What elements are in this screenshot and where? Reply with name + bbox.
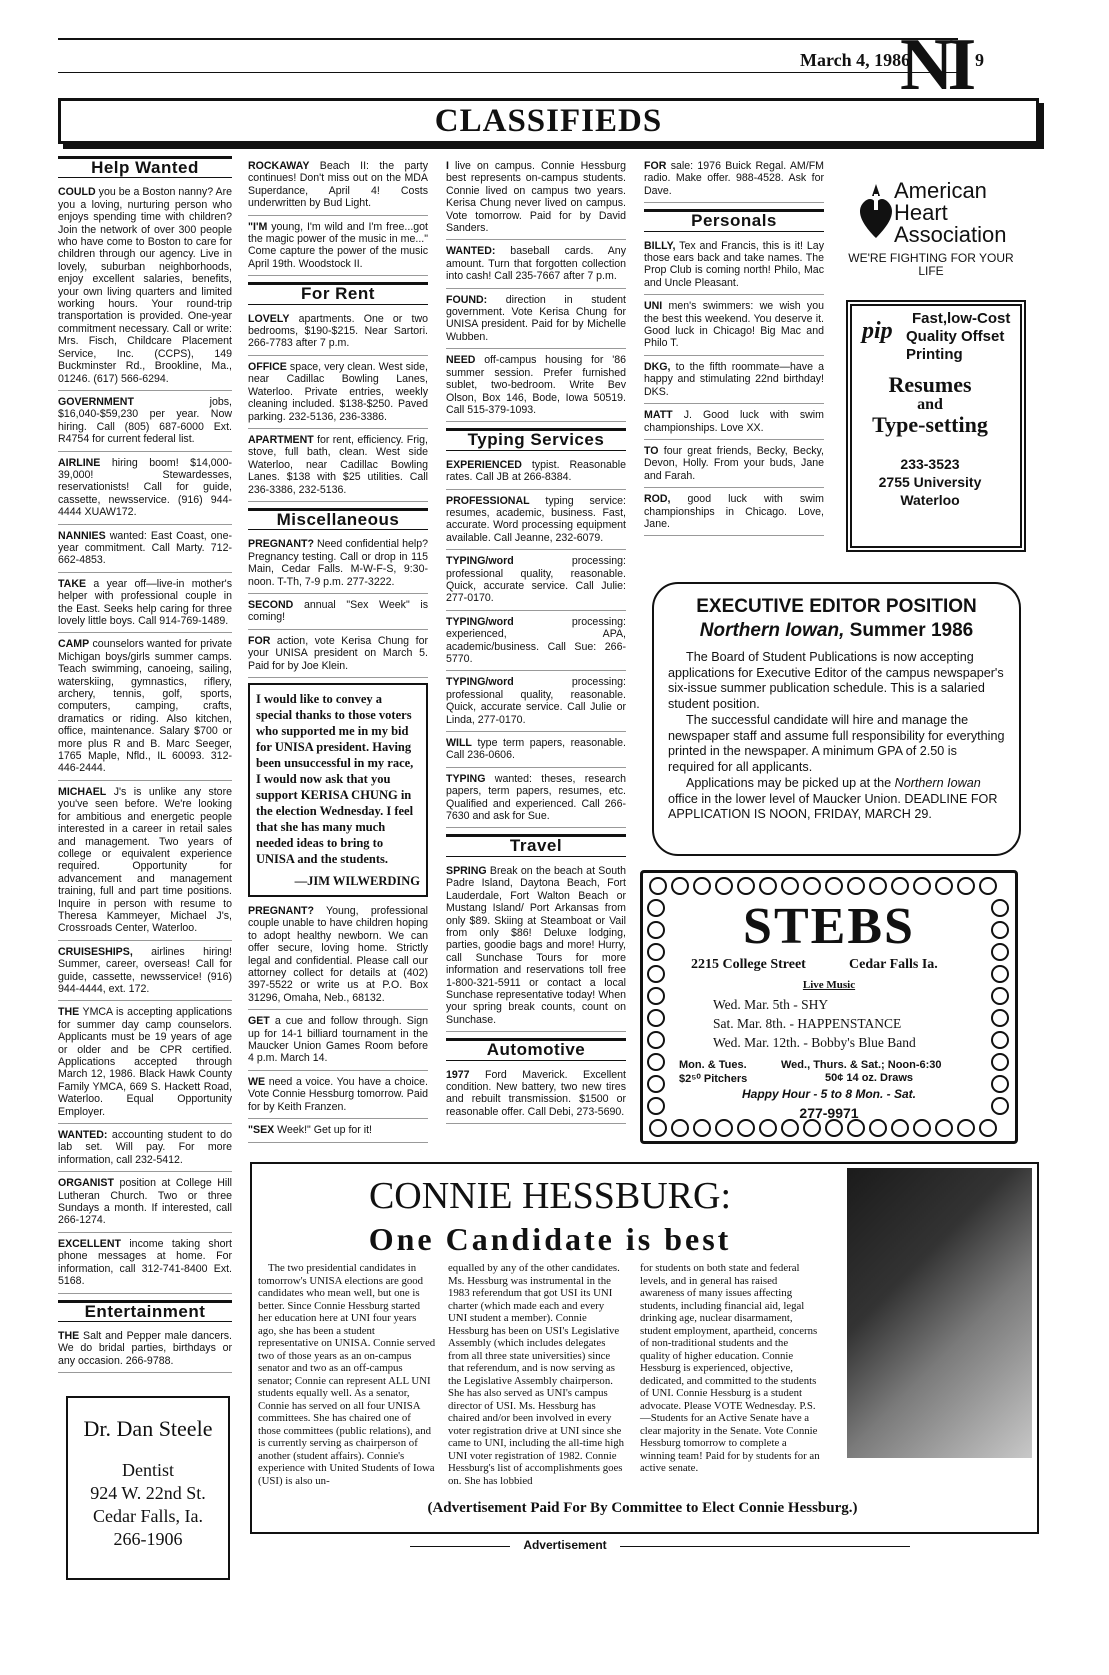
marquee-bulb	[991, 965, 1009, 983]
ad-text: four great friends, Becky, Becky, Devon, Holly. From your buds, Jane and Farah.	[644, 444, 824, 482]
marquee-bulb	[715, 877, 733, 895]
classified-ad	[644, 445, 824, 488]
marquee-bulb	[847, 877, 865, 895]
personals-list	[644, 240, 824, 537]
marquee-bulb	[825, 877, 843, 895]
ad-lead: UNI	[644, 300, 663, 313]
column-rent-misc	[248, 160, 428, 1148]
marquee-bulb	[991, 1075, 1009, 1093]
marquee-bulb	[647, 1075, 665, 1093]
heart-association-ad	[846, 172, 1016, 282]
classified-ad	[58, 638, 232, 780]
ad-lead: TYPING/word	[446, 676, 514, 689]
top-ads-list	[446, 160, 626, 422]
ad-lead: GET	[248, 1015, 270, 1028]
classified-ad	[58, 1238, 232, 1294]
pip-line3: Printing	[906, 346, 963, 363]
marquee-bulb	[647, 987, 665, 1005]
marquee-bulb	[647, 1053, 665, 1071]
connie-col1: The two presidential candidates in tomorrow's UNISA elections are good candidates who mean well, but one is better. Since Connie Hessburg started her education here at UNI four years ago, she has been a student representative on UNISA. Connie served two of those years as an on-campus senator and two as an off-campus senator; Connie can represent ALL UNI students equally well. As a senator, Connie has served on all four UNISA committees. She has chaired one of those committees (public relations), and is currently serving as chairperson of another (student affairs). Connie's experience with United Students of Iowa (USI) is also un-	[258, 1262, 436, 1487]
marquee-bulb	[891, 1119, 909, 1137]
dentist-phone: 266-1906	[113, 1529, 183, 1549]
ad-text: counselors wanted for private Michigan boys/girls summer camps. Teach swimming, canoeing, sailing, waterskiing, gymnastics, riflery, archery, tennis, golf, sports, computers, camping, crafts, dramatics or riding. Also kitchen, office, maintenance. Salary $700 or more plus R and B. Marc Seeger, 1765 Maple, Nfld., IL 60093. 312-446-2444.	[58, 638, 232, 775]
connie-col3: for students on both state and federal levels, and in general has raised awareness of many issues affecting students, including financial aid, legal drinking age, nuclear disarmament, student employment, apartheid, concerns of non-traditional students and the quality of higher education. Connie Hessburg is experienced, objective, dedicated, and committed to the students of UNI. Connie Hessburg is a student advocate. Please VOTE Wednesday. P.S.—Students for an Active Senate have a clear majority in the Senate. Vote Connie Hessburg tomorrow to complete a winning team! Paid for by students for an active senate.	[640, 1262, 820, 1474]
classified-ad	[58, 578, 232, 634]
classified-ad	[248, 313, 428, 356]
ad-lead: BILLY,	[644, 239, 676, 252]
marquee-bulb	[647, 943, 665, 961]
classified-ad	[248, 1076, 428, 1119]
section-automotive: Automotive	[446, 1038, 626, 1060]
marquee-bulb	[647, 1097, 665, 1115]
entertainment-list	[58, 1330, 232, 1373]
classified-ad	[446, 160, 626, 240]
classified-ad	[248, 905, 428, 1010]
ad-text: Beach II: the party continues! Don't miss out on the MDA Superdance, April 4! Costs underwritten by Bud Light.	[248, 160, 428, 210]
ad-lead: OFFICE	[248, 360, 287, 373]
ad-lead: NANNIES	[58, 529, 106, 542]
marquee-bulb	[737, 1119, 755, 1137]
marquee-bulb	[649, 877, 667, 895]
travel-list	[446, 865, 626, 1032]
marquee-bulb	[847, 1119, 865, 1137]
marquee-bulb	[759, 877, 777, 895]
marquee-bulb	[647, 965, 665, 983]
ad-lead: NEED	[446, 354, 476, 367]
stebs-address: 2215 College Street	[691, 957, 806, 972]
connie-subheadline: One Candidate is best	[368, 1221, 732, 1257]
candidate-photo	[847, 1168, 1032, 1458]
classified-ad	[248, 599, 428, 630]
ad-lead: MATT	[644, 409, 673, 422]
stebs-phone: 277-9971	[799, 1105, 859, 1121]
dentist-city: Cedar Falls, Ia.	[93, 1506, 203, 1526]
classified-ad	[58, 457, 232, 525]
classified-ad	[58, 1006, 232, 1124]
marquee-bulb	[671, 1119, 689, 1137]
stebs-pitchers: $2⁵⁰ Pitchers	[679, 1073, 748, 1085]
newspaper-logo: NI	[900, 24, 971, 106]
ad-lead: EXCELLENT	[58, 1237, 121, 1250]
classified-ad	[58, 1177, 232, 1233]
dentist-name: Dr. Dan Steele	[83, 1416, 213, 1441]
ad-lead: "SEX	[248, 1124, 275, 1137]
stebs-show-list	[713, 995, 916, 1052]
classified-ad	[248, 538, 428, 594]
ad-text: men's swimmers: we wish you the best this weekend. You deserve it. Good luck in Chicago! Big Mac and Philo T.	[644, 300, 824, 350]
classified-ad	[446, 459, 626, 490]
marquee-bulb	[803, 877, 821, 895]
dentist-address: 924 W. 22nd St.	[90, 1483, 206, 1503]
ad-text: space, very clean. West side, near Cadillac Bowling Lanes, Waterloo. Private entries, weekly cleaning included. $138-$250. Paved parking. 232-5136, 236-3386.	[248, 360, 428, 423]
marquee-bulb	[991, 1097, 1009, 1115]
marquee-bulb	[991, 1031, 1009, 1049]
ad-text: baseball cards. Any amount. Turn that forgotten collection into cash! Call 235-7667 after 7 p.m.	[446, 245, 626, 283]
marquee-bulb	[935, 1119, 953, 1137]
classified-ad	[248, 361, 428, 429]
ad-lead: FOR	[248, 634, 271, 647]
classified-ad	[446, 737, 626, 768]
pip-logo: pip	[862, 318, 893, 344]
marquee-bulb	[647, 899, 665, 917]
marquee-bulb	[781, 1119, 799, 1137]
stebs-ad	[640, 870, 1018, 1144]
top-ads-list	[248, 160, 428, 276]
classified-ad	[248, 635, 428, 678]
ad-text: direction in student government. Vote Kerisa Chung for UNISA president. Paid for by Michelle Wubben.	[446, 293, 626, 343]
section-travel: Travel	[446, 834, 626, 856]
classified-ad	[58, 946, 232, 1002]
help-wanted-list	[58, 186, 232, 1293]
ad-text: Break on the beach at South Padre Island, Daytona Beach, Fort Lauderdale, Fort Walton Beach or Mustang Island/ Port Arkansas from only $89. Skiing at Steamboat or Vail from only $86! Deluxe lodging, parties, goodie bags and more! Hurry, call Sunchase Tours for more information and reservations toll free 1-800-321-5911 or contact a local Sunchase representative today! When your spring break counts, count on Sunchase.	[446, 864, 626, 1026]
classifieds-banner	[58, 98, 1039, 144]
advertisement-label: Advertisement	[510, 1538, 620, 1552]
aha-line1: American	[894, 178, 987, 203]
wilwerding-text: I would like to convey a special thanks to those voters who supported me in my bid for UNISA president. Having been unsuccessful in my race, I would now ask that you support KERISA CHUNG in the election Wednesday. I feel that she has many much needed ideas to bring to UNISA and the students.	[256, 692, 414, 866]
ad-lead: WE	[248, 1075, 266, 1088]
misc-list-2	[248, 905, 428, 1143]
ad-text: Salt and Pepper male dancers. We do bridal parties, birthdays or any occasion. 266-9788.	[58, 1329, 232, 1367]
editor-p3	[668, 776, 1006, 823]
marquee-bulb	[957, 1119, 975, 1137]
stebs-mon: Mon. & Tues.	[679, 1059, 747, 1071]
stebs-name: STEBS	[743, 898, 915, 955]
marquee-bulb	[979, 877, 997, 895]
classified-ad	[644, 493, 824, 536]
marquee-bulb	[991, 943, 1009, 961]
pip-phone: 233-3523	[900, 456, 960, 472]
editor-term: Summer 1986	[844, 620, 974, 641]
marquee-bulb	[957, 877, 975, 895]
ad-lead: APARTMENT	[248, 433, 314, 446]
stebs-show: Sat. Mar. 8th. - HAPPENSTANCE	[713, 1016, 902, 1031]
marquee-bulb	[781, 877, 799, 895]
column-personals	[644, 160, 824, 541]
misc-list	[248, 538, 428, 678]
marquee-bulb	[869, 877, 887, 895]
ad-text: processing: professional quality, reasonable. Quick, accurate service. Call Julie: 277-0170.	[446, 555, 626, 605]
aha-tagline: WE'RE FIGHTING FOR YOUR LIFE	[848, 251, 1014, 278]
classified-ad	[644, 361, 824, 404]
classified-ad	[446, 773, 626, 829]
classified-ad	[644, 240, 824, 296]
classified-ad	[58, 786, 232, 941]
ad-lead: SECOND	[248, 598, 294, 611]
editor-p2: The successful candidate will hire and manage the newspaper staff and assume full responsibility for everything printed in the newspaper. A minimum GPA of 2.50 is required for all applicants.	[668, 713, 1005, 774]
dentist-title: Dentist	[122, 1460, 174, 1480]
classified-ad	[58, 186, 232, 391]
marquee-bulb	[891, 877, 909, 895]
ad-lead: LOVELY	[248, 312, 290, 325]
ad-text: accounting student to do lab set. Will pay. For more information, call 232-5412.	[58, 1129, 232, 1166]
editor-p3-a: Applications may be picked up at the	[686, 776, 895, 790]
ad-lead: TYPING/word	[446, 555, 514, 568]
marquee-bulb	[649, 1119, 667, 1137]
stebs-show: Wed. Mar. 5th - SHY	[713, 997, 829, 1012]
ad-lead: MICHAEL	[58, 785, 107, 798]
stebs-wed: Wed., Thurs. & Sat.; Noon-6:30	[781, 1059, 942, 1071]
classified-ad	[644, 300, 824, 356]
wilwerding-signature: —JIM WILWERDING	[294, 874, 420, 888]
classified-ad	[58, 530, 232, 573]
classified-ad	[644, 409, 824, 440]
ad-lead: I	[446, 160, 449, 172]
marquee-bulb	[693, 877, 711, 895]
connie-headline: CONNIE HESSBURG:	[368, 1175, 732, 1217]
section-typing: Typing Services	[446, 428, 626, 450]
marquee-bulb	[991, 921, 1009, 939]
pip-city: Waterloo	[900, 492, 960, 508]
connie-col2: equalled by any of the other candidates. Ms. Hessburg was instrumental in the 1983 referendum that got USI its UNI charter (which made each and every UNI student a member). Connie Hessburg has been on USI's Legislative Assembly (which includes delegates from all three state universities) since that referendum, and is now serving as the Legislative Assembly chairperson. She has also served as UNI's campus director of USI. Ms. Hessburg has chaired and/or been involved in every voter registration drive at UNI since she came to UNI, including the all-time high UNI voter registration of 1982. Connie Hessburg's list of accomplishments goes on. She has lobbied	[448, 1262, 625, 1487]
ad-text: J. Good luck with swim championships. Love XX.	[644, 409, 824, 434]
marquee-bulb	[991, 899, 1009, 917]
ad-lead: PREGNANT?	[248, 905, 314, 917]
typing-list	[446, 459, 626, 829]
section-entertainment: Entertainment	[58, 1300, 232, 1322]
stebs-draws: 50¢ 14 oz. Draws	[825, 1072, 914, 1084]
classified-ad	[446, 354, 626, 422]
ad-text: airlines hiring! Summer, career, overseas! Call for guide, cassette, newsservice! (916) 944-4444, ext. 172.	[58, 945, 232, 995]
marquee-bulb	[759, 1119, 777, 1137]
classified-ad	[248, 434, 428, 502]
ad-text: wanted: theses, research papers, term papers, resumes, etc. Qualified and experienced. Call 266-7630 and ask for Sue.	[446, 772, 626, 823]
marquee-bulb	[869, 1119, 887, 1137]
ad-text: wanted: East Coast, one-year commitment. Call Marty. 712-662-4853.	[58, 529, 232, 567]
connie-paid-line: (Advertisement Paid For By Committee to Elect Connie Hessburg.)	[427, 1500, 858, 1516]
pip-line1: Fast,low-Cost	[912, 310, 1011, 327]
ad-lead: ROCKAWAY	[248, 160, 310, 172]
classified-ad	[248, 160, 428, 216]
ad-lead: FOUND:	[446, 293, 488, 306]
marquee-bulb	[979, 1119, 997, 1137]
classified-ad	[446, 294, 626, 350]
section-help-wanted: Help Wanted	[58, 156, 232, 178]
marquee-bulb	[825, 1119, 843, 1137]
ad-text: Ford Maverick. Excellent condition. New battery, two new tires and rebuilt transmission. $1500 or reasonable offer. Call Debi, 273-5690.	[446, 1068, 626, 1118]
classified-ad	[446, 865, 626, 1032]
heart-torch-icon	[856, 180, 896, 240]
classified-ad	[58, 1330, 232, 1373]
dentist-ad	[66, 1396, 230, 1580]
ad-text: to the fifth roommate—have a happy and stimulating 22nd birthday! DKS.	[644, 360, 824, 398]
marquee-bulb	[693, 1119, 711, 1137]
editor-p3-c: office in the lower level of Maucker Union. DEADLINE FOR APPLICATION IS NOON, FRIDAY, MARCH 29.	[668, 791, 998, 822]
ad-text: Week!" Get up for it!	[274, 1124, 373, 1137]
ad-lead: PREGNANT?	[248, 538, 314, 551]
ad-lead: EXPERIENCED	[446, 458, 522, 471]
marquee-bulb	[991, 987, 1009, 1005]
ad-lead: TAKE	[58, 577, 87, 590]
ad-lead: TO	[644, 444, 659, 457]
automotive-list	[446, 1069, 626, 1125]
ad-lead: TYPING	[446, 772, 486, 785]
ad-text: hiring boom! $14,000-39,000! Stewardesses, reservationists! Call for guide, cassette, newsservice. (916) 944-4444 XUAW172.	[58, 456, 232, 519]
ad-lead: "I'M	[248, 220, 268, 233]
editor-p1: The Board of Student Publications is now accepting applications for Executive Editor of the campus newspaper's six-issue summer publication schedule. This is a salaried student position.	[668, 650, 1004, 711]
ad-text: typist. Reasonable rates. Call JB at 266-8384.	[446, 458, 626, 484]
marquee-bulb	[935, 877, 953, 895]
marquee-bulb	[913, 1119, 931, 1137]
ad-lead: THE	[58, 1006, 80, 1019]
marquee-bulb	[803, 1119, 821, 1137]
pip-resumes: Resumes	[888, 372, 972, 397]
stebs-show: Wed. Mar. 12th. - Bobby's Blue Band	[713, 1035, 916, 1050]
ad-lead: ROD,	[644, 493, 671, 506]
section-personals: Personals	[644, 209, 824, 231]
ad-text: YMCA is accepting applications for summer day camp counselors. Applicants must be 19 years of age or older and be CPR certified. Applications accepted through March 12, 1986. Black Hawk County Family YMCA, 669 S. Hackett Road, Waterloo. Equal Opportunity Employer.	[58, 1006, 232, 1118]
section-for-rent: For Rent	[248, 282, 428, 304]
issue-date: March 4, 1986	[800, 50, 911, 70]
ad-text: for rent, efficiency. Frig, stove, full bath, clean. West side Waterloo, near Cadillac Bowling Lanes. $138 with $25 utilities. Call 236-3386, 232-5136.	[248, 433, 428, 496]
banner-title: CLASSIFIEDS	[434, 103, 663, 139]
aha-line2: Heart	[894, 200, 948, 225]
marquee-bulb	[913, 877, 931, 895]
classified-ad	[58, 1129, 232, 1172]
ad-lead: CAMP	[58, 638, 90, 651]
ad-text: need a voice. You have a choice. Vote Connie Hessburg tomorrow. Paid for by Keith Franzen.	[248, 1075, 428, 1113]
editor-subtitle	[654, 620, 1019, 642]
ad-text: action, vote Kerisa Chung for your UNISA president on March 5. Paid for by Joe Klein.	[248, 634, 428, 672]
ad-text: jobs, $16,040-$59,230 per year. Now hiring. Call (805) 687-6000 Ext. R4754 for current federal list.	[58, 395, 232, 446]
ad-text: good luck with swim championships in Chicago. Love, Jane.	[644, 493, 824, 530]
marquee-bulb	[737, 877, 755, 895]
stebs-live-music: Live Music	[802, 979, 856, 991]
ad-lead: WILL	[446, 737, 472, 750]
ad-text: young, I'm wild and I'm free...got the magic power of the music in me..." Come capture the power of the music April 19th. Woodstock II.	[248, 220, 428, 270]
column-typing-travel	[446, 160, 626, 1129]
classified-ad	[248, 1015, 428, 1071]
marquee-bulb	[647, 1009, 665, 1027]
classified-ad	[446, 245, 626, 288]
marquee-bulb	[991, 1053, 1009, 1071]
marquee-bulb	[647, 921, 665, 939]
pip-typesetting: Type-setting	[872, 412, 988, 437]
ad-lead: 1977	[446, 1068, 470, 1081]
ad-text: a cue and follow through. Sign up for 14-1 billiard tournament in the Maucker Union Games Room before 4 p.m. March 14.	[248, 1015, 428, 1065]
pip-line2: Quality Offset	[906, 328, 1005, 345]
classified-ad	[446, 676, 626, 732]
editor-p3-paper: Northern Iowan	[894, 776, 981, 790]
marquee-bulb	[991, 1009, 1009, 1027]
ad-text: income taking short phone messages at home. For information, call 312-741-8400 Ext. 5168.	[58, 1237, 232, 1288]
for-rent-list	[248, 313, 428, 502]
ad-lead: CRUISESHIPS,	[58, 945, 133, 958]
wilwerding-notice	[248, 683, 428, 897]
footer-rule	[410, 1546, 910, 1547]
ad-lead: GOVERNMENT	[58, 395, 134, 408]
ad-text: Tex and Francis, this is it! Lay those ears back and take names. The Prop Club is coming north! Philo, Mac and Uncle Pleasant.	[644, 239, 824, 289]
ad-lead: TYPING/word	[446, 615, 514, 628]
ad-lead: FOR	[644, 160, 667, 172]
ad-text: you be a Boston nanny? Are you a loving, nurturing person who enjoys spending time with children? Join the network of over 300 people who have come to Boston to care for children through our agency. Live in lovely, suburban neighborhoods, enjoy excellent salaries, benefits, your own living quarters and limited working hours. Your round-trip transportation is provided. One-year commitment necessary. Call or write: Mrs. Fisch, Childcare Placement Service, Inc. (CCPS), 149 Buckminster Rd., Brookline, Ma., 01246. (617) 566-6294.	[58, 186, 232, 385]
executive-editor-ad	[652, 582, 1021, 856]
marquee-bulb	[715, 1119, 733, 1137]
marquee-bulb	[647, 1031, 665, 1049]
aha-line3: Association	[894, 222, 1007, 247]
ad-text: processing: experienced, APA, academic/business. Call Sue: 266-5770.	[446, 615, 626, 665]
ad-lead: COULD	[58, 186, 96, 199]
ad-text: off-campus housing for '86 summer session. Prefer furnished sublet, two-bedroom. Write Bev Olson, Box 146, Bode, Iowa 50519. Call 515-379-1093.	[446, 354, 626, 416]
classified-ad	[248, 1124, 428, 1142]
editor-paper: Northern Iowan,	[699, 620, 845, 641]
ad-text: annual "Sex Week" is coming!	[248, 598, 428, 624]
classified-ad	[58, 396, 232, 452]
pip-address: 2755 University	[878, 474, 982, 490]
classified-ad	[644, 160, 824, 203]
ad-text: Need confidential help? Pregnancy testing. Call or drop in 115 Main, Cedar Falls. M-W-F-S, 9:30-noon. T-Th, 7-9 p.m. 277-3222.	[248, 538, 428, 588]
ad-text: J's is unlike any store you've seen before. We're looking for ambitious and energetic people interested in a career in retail sales and management. Two years of college or equivalent experience required. Opportunity for advancement and management training, full and part time positions. Inquire in person with resume to Theresa Kammeyer, Michael J's, Crossroads Center, Waterloo.	[58, 785, 232, 935]
ad-lead: WANTED:	[446, 245, 496, 258]
pip-printing-ad	[846, 300, 1026, 552]
section-miscellaneous: Miscellaneous	[248, 508, 428, 530]
ad-lead: DKG,	[644, 360, 671, 373]
ad-lead: PROFESSIONAL	[446, 494, 530, 507]
stebs-happy-hour: Happy Hour - 5 to 8 Mon. - Sat.	[741, 1087, 916, 1101]
classified-ad	[446, 555, 626, 611]
editor-title: EXECUTIVE EDITOR POSITION	[696, 596, 977, 617]
pip-and: and	[917, 396, 943, 413]
classified-ad	[446, 495, 626, 551]
ad-text: apartments. One or two bedrooms, $190-$215. Near Sartori. 266-7783 after 7 p.m.	[248, 312, 428, 350]
ad-lead: WANTED:	[58, 1129, 108, 1142]
marquee-bulb	[671, 877, 689, 895]
ad-text: live on campus. Connie Hessburg best represents on-campus students. Connie lived on campus two years. Kerisa Chung never lived on campus. Vote tomorrow. Paid for by David Sanders.	[446, 160, 626, 235]
top-rule	[58, 38, 958, 40]
classified-ad	[446, 1069, 626, 1125]
ad-text: typing service: resumes, academic, business. Fast, accurate. Word processing equipment available. Call Jeanne, 232-6079.	[446, 494, 626, 544]
ad-text: a year off—live-in mother's helper with professional couple in the East. Seeks help caring for three lovely little boys. Call 914-769-1489.	[58, 577, 232, 627]
ad-lead: ORGANIST	[58, 1177, 114, 1190]
top-ads-list	[644, 160, 824, 203]
ad-lead: AIRLINE	[58, 456, 101, 469]
ad-text: sale: 1976 Buick Regal. AM/FM radio. Make offer. 988-4528. Ask for Dave.	[644, 160, 824, 197]
ad-text: position at College Hill Lutheran Church. Two or three Sundays a month. If interested, call 266-1274.	[58, 1177, 232, 1227]
stebs-city: Cedar Falls Ia.	[849, 957, 938, 972]
ad-lead: THE	[58, 1329, 80, 1342]
column-help-wanted	[58, 150, 232, 1378]
classified-ad	[446, 616, 626, 672]
ad-text: Young, professional couple unable to have children hoping to adopt healthy newborn. We can offer secure, loving home. Strictly legal and confidential. Please call our attorney collect for details at (402) 397-5522 or write us at P.O. Box 31296, Omaha, Neb., 68132.	[248, 905, 428, 1004]
ad-lead: SPRING	[446, 864, 487, 877]
page-number: 9	[975, 50, 984, 70]
ad-text: type term papers, reasonable. Call 236-0606.	[446, 737, 626, 762]
ad-text: processing: professional quality, reasonable. Quick, accurate service. Call Julie or Linda, 277-0170.	[446, 676, 626, 726]
top-rule-2	[58, 72, 958, 73]
classified-ad	[248, 221, 428, 277]
